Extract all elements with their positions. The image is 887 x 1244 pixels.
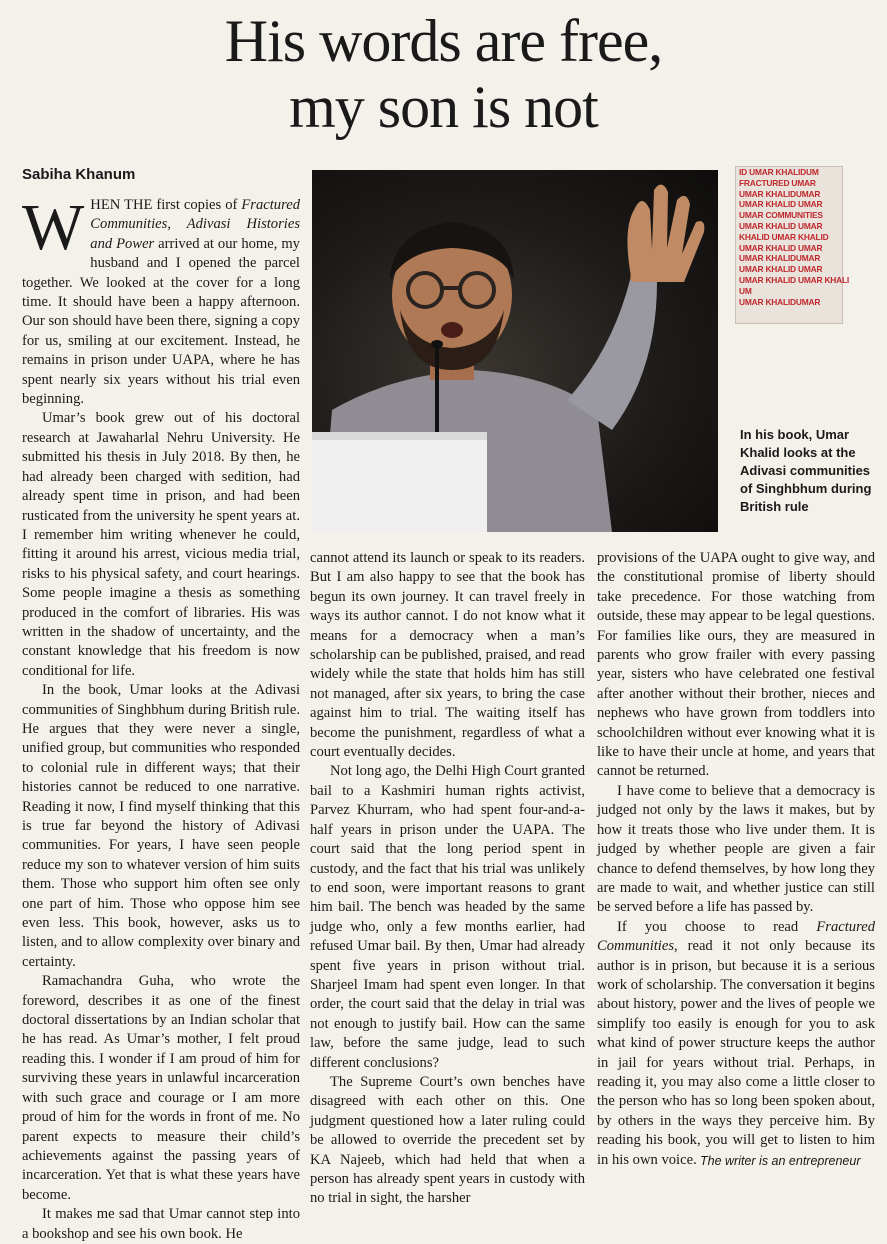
book-cover-line: UMAR KHALID UMAR bbox=[739, 242, 823, 253]
article-column-2 bbox=[310, 549, 585, 1207]
photo-caption: In his book, Umar Khalid looks at the Adivasi communities of Singhbhum during British rule bbox=[740, 427, 872, 514]
paragraph: Ramachandra Guha, who wrote the foreword, describes it as one of the finest doctoral dissertations by an Indian scholar that he has read. As Umar’s mother, I felt proud reading this. I wonder if I am proud of him for surviving these years in unlawful incarceration with such grace and courage or I am more proud of him for the words in front of me. No parent expects to measure their child’s achievements against the passing years of incarceration. Yet that is what these years have become. bbox=[22, 973, 300, 1203]
book-cover-line: UMAR KHALIDUMAR bbox=[739, 188, 821, 199]
paragraph: Not long ago, the Delhi High Court granted bail to a Kashmiri human rights activist, Parvez Khurram, who had spent four-and-a-half years in prison under the UAPA. The court said that the long period spent in custody, and the fact that his trial was unlikely to end soon, were important reasons to grant him bail. The bench was headed by the same judge who, only a few months earlier, had refused Umar bail. By then, Umar had already spent five years in prison without trial. Sharjeel Imam had spent even longer. In that order, the court said that the delay in trial was not enough to justify bail. How can the same law, before the same judge, lead to such different conclusions? bbox=[310, 763, 585, 1071]
book-cover-line: ID UMAR KHALIDUM bbox=[739, 167, 819, 177]
speaker-illustration bbox=[312, 170, 718, 532]
book-cover-line: UMAR KHALID UMAR KHALI bbox=[739, 274, 850, 285]
lead-paragraph: WHEN THE first copies of Fractured Communities, Adivasi Histories and Power arrived at our home, my husband and I opened the parcel together. We looked at the cover for a long time. It should have been a happy afternoon. Our son should have been there, signing a copy for us, smiling at our excitement. Instead, he remains in prison under UAPA, where he has spent nearly six years without his trial even beginning. bbox=[22, 191, 300, 408]
book-title: Fractured Communities bbox=[597, 918, 875, 955]
book-cover-line: FRACTURED UMAR bbox=[739, 177, 816, 188]
book-cover-line: UMAR KHALID UMAR bbox=[739, 199, 823, 210]
headline-line-2: my son is not bbox=[289, 74, 598, 140]
paragraph: In the book, Umar looks at the Adivasi communities of Singhbhum during British rule. He argues that they were never a single, unified group, but communities who responded to colonial rule in different ways; that their histories cannot be reduced to one narrative. Reading it now, I find myself thinking that this is true far beyond the history of Adivasi communities. For years, I have seen people reduce my son to whatever version of him suits them. Those who support him often see only one part of him. Those who oppose him see even less. This book, however, asks us to listen, and to allow complexity over binary and certainty. bbox=[22, 682, 300, 970]
book-cover-line: UMAR KHALIDUMAR bbox=[739, 296, 821, 307]
headline bbox=[0, 8, 887, 140]
paragraph: Umar’s book grew out of his doctoral research at Jawaharlal Nehru University. He submitted his thesis in July 2018. By then, he had already been charged with sedition, had already spent time in prison, and had been rusticated from the university he spent years at. I remember him writing whenever he could, fitting it around his arrest, vicious media trial, risks to his physical safety, and court hearings. Some people imagine a thesis as something produced in the comfort of libraries. His was written in the shadow of uncertainty, and the constant knowledge that his freedom is now conditional for life. bbox=[22, 410, 300, 679]
paragraph: If you choose to read Fractured Communities, read it not only because its author is in prison, but because it is a serious work of scholarship. The conversation it begins about history, power and the lives of people we simplify too easily is enough for you to ask what kind of power structure keeps the author in jail for years without trial. Perhaps, in reading it, you may also come a little closer to the person who has so long been spoken about, by others in the ways they perceive him. By reading his book, you will get to listen to him in his own voice. bbox=[597, 918, 875, 1168]
paragraph: I have come to believe that a democracy is judged not only by the laws it makes, but by how it treats those who live under them. It is judged by whether people are given a fair chance to defend themselves, by how long they are made to wait, and whether justice can still be served before a life has passed by. bbox=[597, 782, 875, 916]
headline-line-1: His words are free, bbox=[224, 8, 663, 74]
book-cover-line: KHALID UMAR KHALID bbox=[739, 231, 829, 242]
paragraph: The Supreme Court’s own benches have disagreed with each other on this. One judgment questioned how a later ruling could be allowed to override the precedent set by KA Najeeb, which had held that when a person has already spent years in custody with no trial in sight, the harsher bbox=[310, 1073, 585, 1207]
drop-cap: W bbox=[22, 191, 85, 264]
byline: Sabiha Khanum bbox=[22, 166, 136, 183]
book-cover-line: UMAR KHALID UMAR bbox=[739, 220, 823, 231]
book-cover-line: UM bbox=[739, 285, 752, 296]
book-cover-text bbox=[736, 167, 850, 307]
book-cover-image bbox=[735, 166, 850, 324]
paragraph: provisions of the UAPA ought to give way, and the constitutional promise of liberty should take precedence. For those watching from outside, these may appear to be legal questions. For families like ours, they are measured in parents who grow frailer with every passing year, sisters who have celebrated one festival after another without their brother, nieces and nephews who have grown from toddlers into schoolchildren without ever knowing what it is like to have their uncle at home, and years that cannot be returned. bbox=[597, 550, 875, 780]
article-photo bbox=[312, 170, 718, 532]
book-cover-line: UMAR COMMUNITIES bbox=[739, 210, 823, 221]
author-note: The writer is an entrepreneur bbox=[700, 1154, 861, 1168]
book-cover-line: UMAR KHALID UMAR bbox=[739, 264, 823, 275]
book-title: Fractured Communities, Adivasi Histories and Power bbox=[90, 197, 300, 252]
book-cover-line: UMAR KHALIDUMAR bbox=[739, 253, 821, 264]
paragraph: cannot attend its launch or speak to its readers. But I am also happy to see that the book has begun its own journey. It can travel freely in ways its author cannot. I do not know what it means for a democracy when a man’s scholarship can be published, praised, and read widely while the state that holds him has still not managed, after six years, to bring the case against him to trial. The waiting itself has become the punishment, regardless of what a court eventually decides. bbox=[310, 550, 585, 761]
article-column-1 bbox=[22, 191, 300, 1242]
paragraph: It makes me sad that Umar cannot step into a bookshop and see his own book. He bbox=[22, 1206, 300, 1242]
